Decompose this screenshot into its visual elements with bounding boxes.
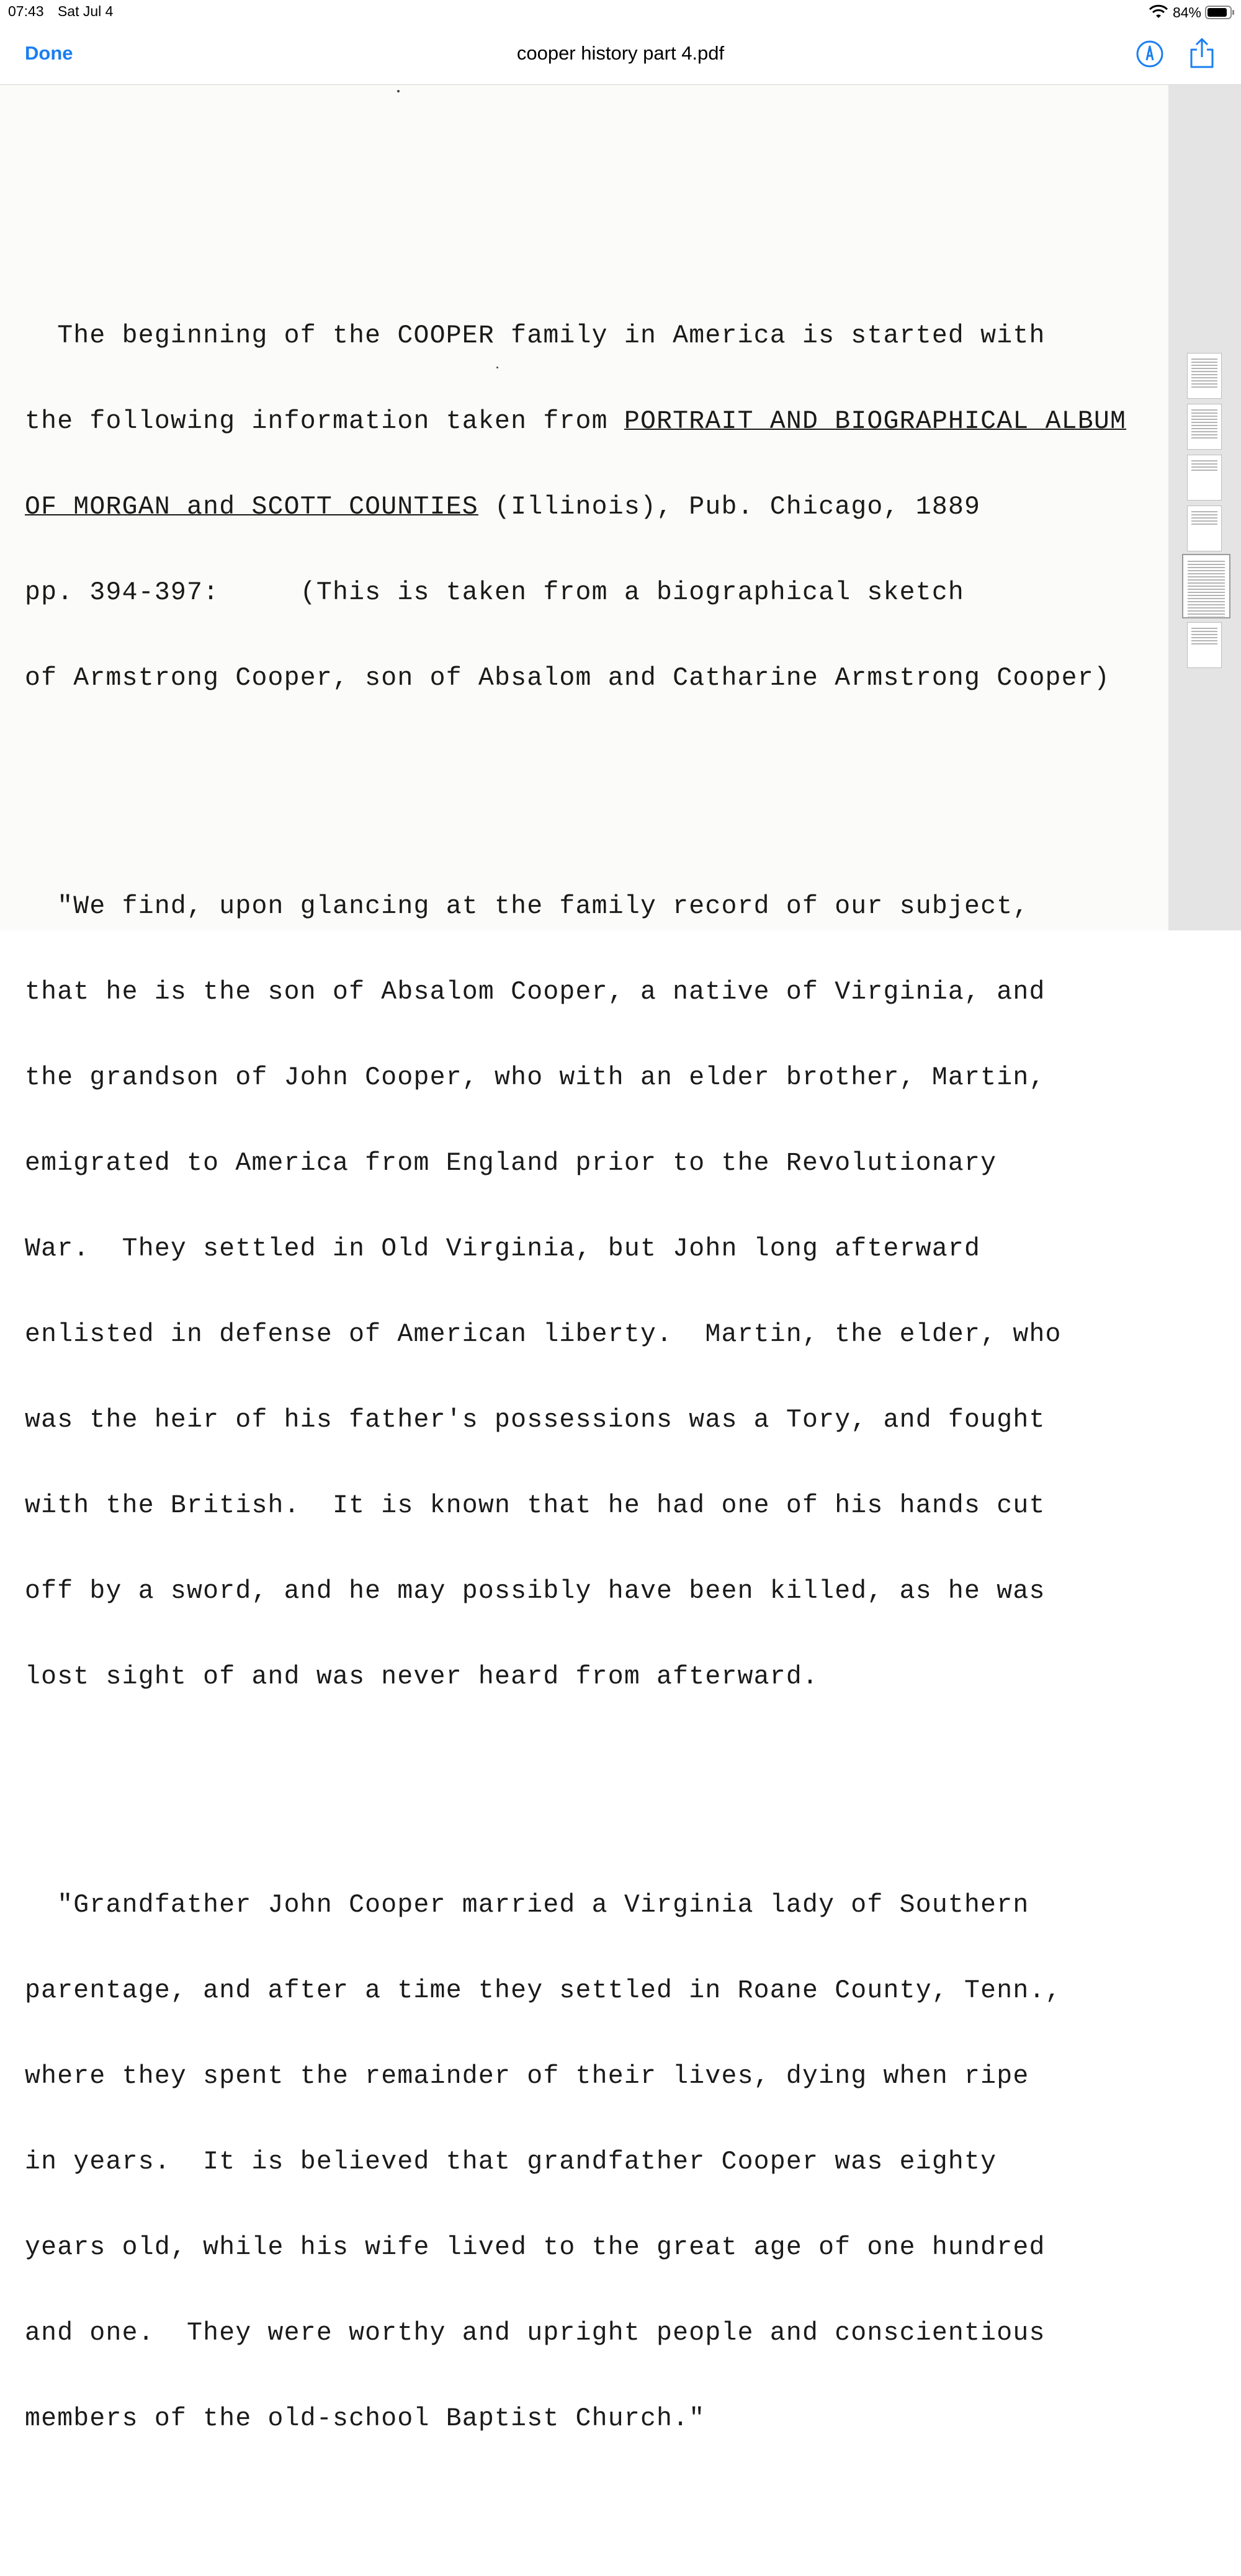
text-line: "Grandfather John Cooper married a Virginia lady of Southern (25, 1891, 1029, 1920)
battery-icon (1205, 6, 1235, 19)
nav-bar (0, 25, 1241, 85)
text-line: the grandson of John Cooper, who with an elder brother, Martin, (25, 1063, 1046, 1092)
status-date: Sat Jul 4 (57, 3, 114, 19)
page-thumbnail[interactable] (1187, 506, 1222, 551)
paragraph-family-record (25, 836, 1204, 1749)
underlined-title: OF MORGAN and SCOTT COUNTIES (25, 492, 478, 522)
paragraph-intro (25, 265, 1204, 750)
text-line (25, 493, 1204, 522)
text-line: emigrated to America from England prior to the Revolutionary (25, 1149, 997, 1178)
markup-pen-icon[interactable] (1136, 40, 1164, 68)
status-bar (0, 0, 1241, 25)
text-line: and one. They were worthy and upright people and conscientious (25, 2319, 1046, 2348)
text-segment: the following information taken from (25, 407, 624, 436)
document-text (25, 208, 1204, 2576)
page-thumbnail[interactable] (1187, 353, 1222, 399)
text-line: pp. 394-397: (This is taken from a biographical sketch (25, 578, 965, 607)
text-line: in years. It is believed that grandfather Cooper was eighty (25, 2147, 997, 2177)
text-line: where they spent the remainder of their lives, dying when ripe (25, 2062, 1029, 2091)
text-line: with the British. It is known that he had one of his hands cut (25, 1491, 1046, 1520)
page-thumbnail[interactable] (1187, 622, 1222, 668)
text-segment: (Illinois), Pub. Chicago, 1889 (478, 492, 981, 522)
page-thumbnail-current[interactable] (1182, 554, 1230, 618)
text-line: The beginning of the COOPER family in America is started with (25, 321, 1046, 350)
text-line (25, 408, 1204, 436)
text-line: enlisted in defense of American liberty. Martin, the elder, who (25, 1320, 1062, 1349)
page-thumbnail-sidebar[interactable] (1168, 85, 1241, 930)
text-line: parentage, and after a time they settled in Roane County, Tenn., (25, 1976, 1062, 2005)
underlined-title: PORTRAIT AND BIOGRAPHICAL ALBUM (624, 407, 1127, 436)
done-button[interactable]: Done (25, 42, 73, 64)
text-line: of Armstrong Cooper, son of Absalom and Catharine Armstrong Cooper) (25, 664, 1110, 693)
battery-percent: 84% (1172, 4, 1201, 20)
text-line: that he is the son of Absalom Cooper, a native of Virginia, and (25, 978, 1046, 1007)
status-right (1149, 3, 1235, 22)
page-thumbnail[interactable] (1187, 404, 1222, 450)
pdf-page-view[interactable] (0, 85, 1168, 2433)
scan-speck (397, 90, 400, 92)
text-line: War. They settled in Old Virginia, but John long afterward (25, 1234, 981, 1263)
text-line: years old, while his wife lived to the great age of one hundred (25, 2233, 1046, 2262)
text-line: off by a sword, and he may possibly have been killed, as he was (25, 1577, 1046, 1606)
text-line: was the heir of his father's possessions was a Tory, and fought (25, 1406, 1046, 1435)
document-title: cooper history part 4.pdf (516, 42, 725, 64)
page-thumbnail[interactable] (1187, 455, 1222, 501)
wifi-icon (1149, 6, 1168, 19)
text-line: lost sight of and was never heard from afterward. (25, 1662, 819, 1691)
status-left (8, 3, 123, 20)
share-icon[interactable] (1188, 37, 1216, 69)
text-line: "We find, upon glancing at the family record of our subject, (25, 892, 1029, 921)
paragraph-grandfather (25, 1834, 1204, 2490)
text-line: members of the old-school Baptist Church." (25, 2404, 706, 2433)
status-time: 07:43 (8, 3, 44, 19)
